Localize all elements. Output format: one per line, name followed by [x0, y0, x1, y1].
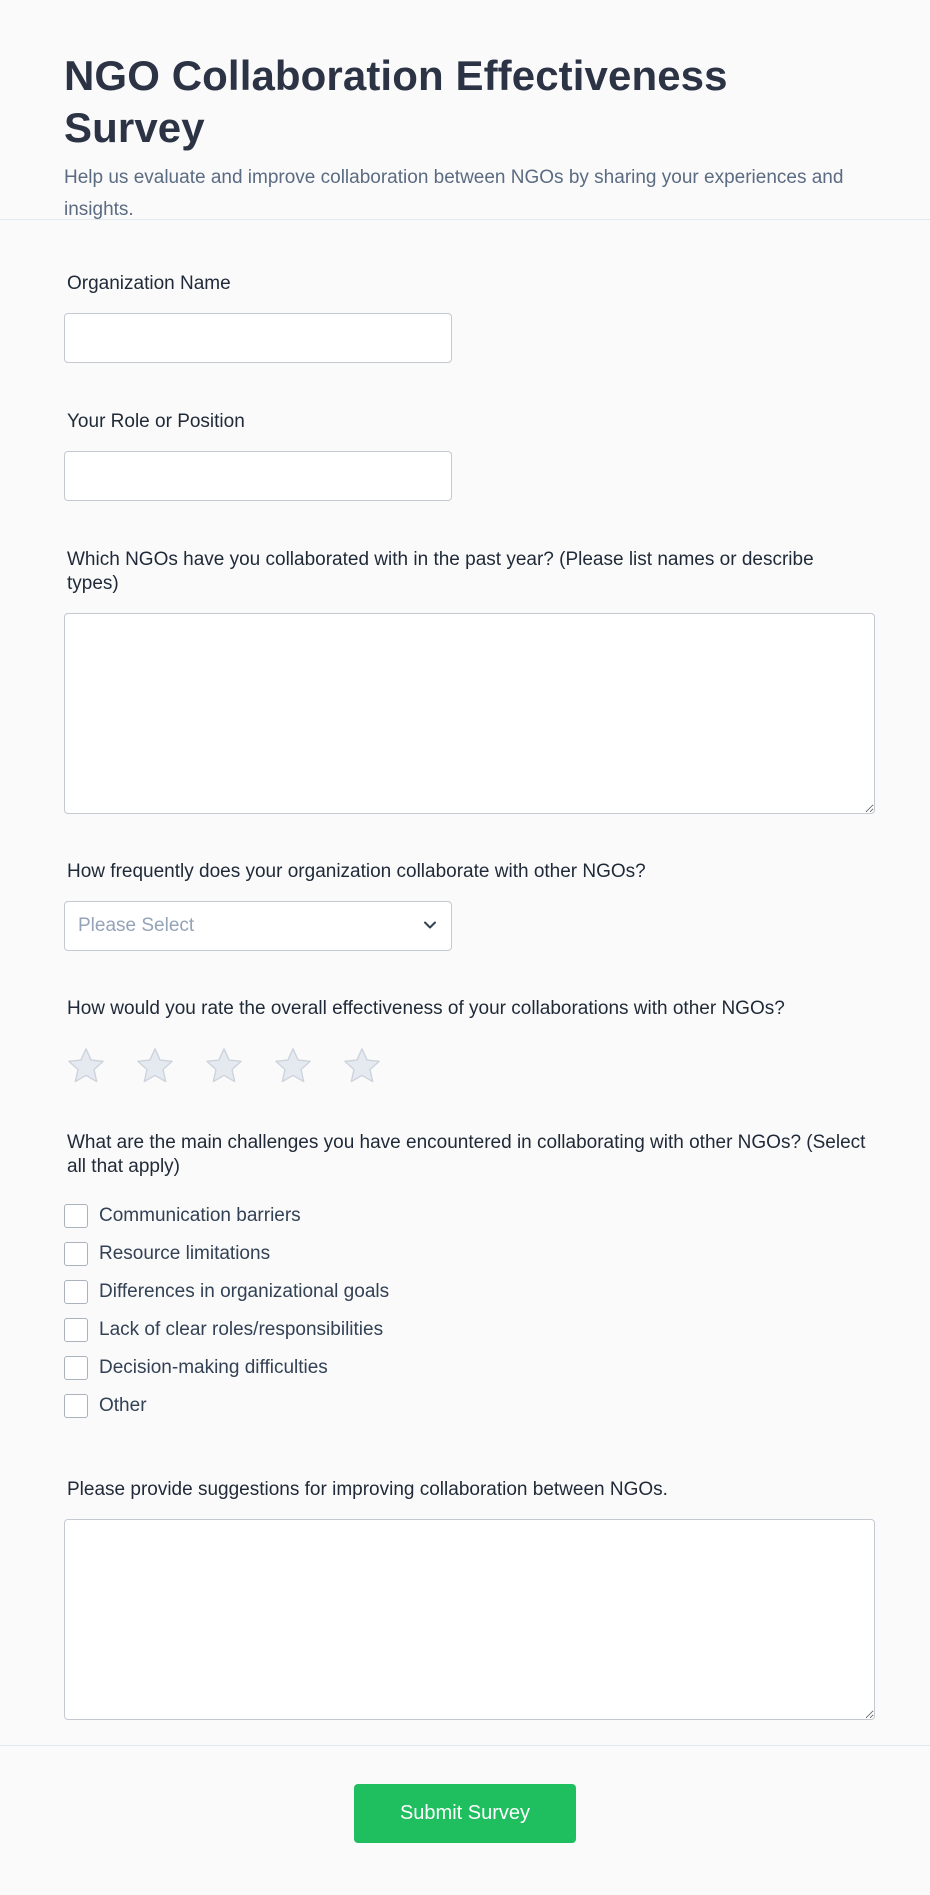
- ngos-collaborated-field: [64, 548, 866, 814]
- star-icon[interactable]: [202, 1045, 246, 1087]
- challenge-option[interactable]: [64, 1311, 866, 1349]
- form-footer: [0, 1745, 930, 1895]
- rating-label: How would you rate the overall effectiveness of your collaborations with other NGOs?: [67, 998, 785, 1019]
- rating-field: [64, 997, 866, 1087]
- challenge-option[interactable]: [64, 1197, 866, 1235]
- challenge-option-label: Lack of clear roles/responsibilities: [99, 1319, 384, 1340]
- checkbox[interactable]: [64, 1242, 88, 1266]
- survey-form: [0, 220, 930, 1720]
- checkbox[interactable]: [64, 1318, 88, 1342]
- challenge-option[interactable]: [64, 1387, 866, 1425]
- org-name-input[interactable]: [64, 313, 452, 363]
- frequency-label: How frequently does your organization collaborate with other NGOs?: [67, 861, 646, 882]
- challenge-option-label: Communication barriers: [99, 1205, 301, 1226]
- checkbox[interactable]: [64, 1204, 88, 1228]
- role-label: Your Role or Position: [67, 411, 245, 432]
- chevron-down-icon: [423, 918, 437, 932]
- page-title: NGO Collaboration Effectiveness Survey: [64, 52, 728, 151]
- checkbox[interactable]: [64, 1356, 88, 1380]
- star-rating: [64, 1045, 866, 1087]
- checkbox[interactable]: [64, 1280, 88, 1304]
- challenge-option-label: Other: [99, 1395, 147, 1416]
- survey-header: [0, 0, 930, 220]
- submit-survey-button[interactable]: Submit Survey: [354, 1784, 576, 1843]
- checkbox[interactable]: [64, 1394, 88, 1418]
- challenges-label: What are the main challenges you have encountered in collaborating with other NGOs? (Select all that apply): [67, 1132, 866, 1177]
- suggestions-label: Please provide suggestions for improving collaboration between NGOs.: [67, 1479, 668, 1500]
- challenge-option[interactable]: [64, 1273, 866, 1311]
- challenge-option[interactable]: [64, 1235, 866, 1273]
- star-icon[interactable]: [133, 1045, 177, 1087]
- frequency-field: [64, 860, 866, 951]
- org-name-field: [64, 272, 866, 363]
- star-icon[interactable]: [64, 1045, 108, 1087]
- star-icon[interactable]: [271, 1045, 315, 1087]
- suggestions-textarea[interactable]: [64, 1519, 875, 1720]
- suggestions-field: [64, 1478, 866, 1720]
- challenge-option-label: Decision-making difficulties: [99, 1357, 328, 1378]
- ngos-collaborated-label: Which NGOs have you collaborated with in the past year? (Please list names or describe types): [67, 549, 814, 594]
- ngos-collaborated-textarea[interactable]: [64, 613, 875, 814]
- role-field: [64, 410, 866, 501]
- challenges-checkbox-list: [64, 1197, 866, 1425]
- challenges-field: [64, 1131, 866, 1425]
- challenge-option-label: Differences in organizational goals: [99, 1281, 390, 1302]
- frequency-select[interactable]: [64, 901, 452, 951]
- org-name-label: Organization Name: [67, 273, 231, 294]
- role-input[interactable]: [64, 451, 452, 501]
- page-subtitle: Help us evaluate and improve collaboration between NGOs by sharing your experiences and insights.: [64, 167, 844, 220]
- star-icon[interactable]: [340, 1045, 384, 1087]
- challenge-option-label: Resource limitations: [99, 1243, 271, 1264]
- frequency-select-value: Please Select: [78, 915, 195, 936]
- challenge-option[interactable]: [64, 1349, 866, 1387]
